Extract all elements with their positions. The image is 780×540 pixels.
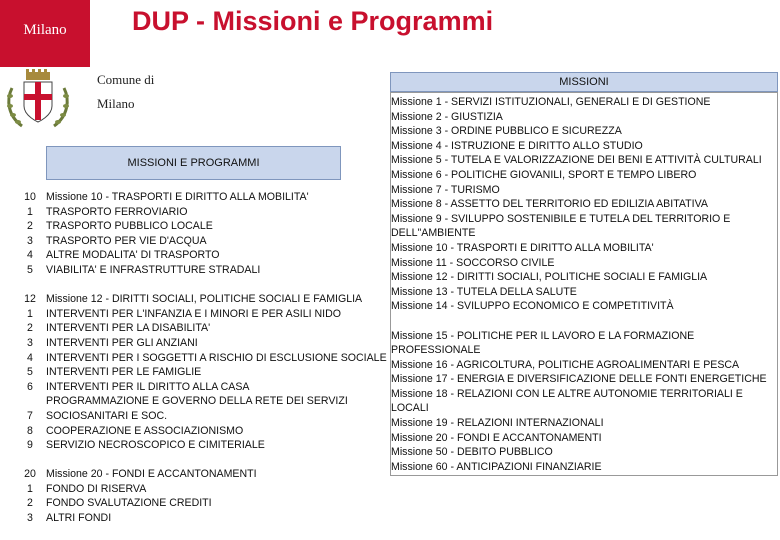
missioni-header: MISSIONI (390, 72, 778, 92)
code-cell: 12 (24, 293, 36, 306)
code-cell: 3 (27, 512, 33, 525)
code-cell: 2 (27, 220, 33, 233)
missioni-list (391, 95, 775, 474)
program-group-12 (46, 292, 386, 453)
program-row: COOPERAZIONE E ASSOCIAZIONISMO (46, 424, 244, 437)
missioni-programmi-header: MISSIONI E PROGRAMMI (46, 146, 341, 180)
code-cell (18, 394, 42, 409)
code-group-20 (18, 467, 42, 525)
mission-item: Missione 15 - POLITICHE PER IL LAVORO E LA FORMAZIONE PROFESSIONALE (391, 329, 695, 357)
comune-line-1: Comune di (97, 72, 155, 87)
code-cell: 6 (27, 380, 33, 393)
mission-item: Missione 2 - GIUSTIZIA (391, 110, 503, 123)
mission-item: Missione 50 - DEBITO PUBBLICO (391, 446, 553, 459)
mission-item: Missione 8 - ASSETTO DEL TERRITORIO ED EDILIZIA ABITATIVA (391, 198, 708, 211)
program-row: INTERVENTI PER GLI ANZIANI (46, 336, 198, 349)
program-row: INTERVENTI PER I SOGGETTI A RISCHIO DI ESCLUSIONE SOCIALE (46, 351, 387, 364)
program-row: TRASPORTO FERROVIARIO (46, 205, 188, 218)
program-descriptions-column (46, 190, 386, 526)
program-row: INTERVENTI PER LA DISABILITA' (46, 322, 211, 335)
mission-item: Missione 1 - SERVIZI ISTITUZIONALI, GENERALI E DI GESTIONE (391, 96, 711, 108)
code-cell: 4 (27, 249, 33, 262)
mission-item: Missione 60 - ANTICIPAZIONI FINANZIARIE (391, 460, 602, 473)
program-row: INTERVENTI PER IL DIRITTO ALLA CASA (46, 380, 250, 393)
mission-item: Missione 10 - TRASPORTI E DIRITTO ALLA MOBILITA' (391, 241, 654, 254)
page-title: DUP - Missioni e Programmi (132, 6, 494, 36)
program-row: SOCIOSANITARI E SOC. (46, 409, 168, 422)
missioni-group-2 (391, 329, 775, 475)
code-cell: 8 (27, 424, 33, 437)
code-cell: 1 (27, 205, 33, 218)
code-cell: 10 (24, 191, 36, 203)
mission-item: Missione 20 - FONDI E ACCANTONAMENTI (391, 431, 602, 444)
program-row: FONDO DI RISERVA (46, 482, 147, 495)
program-row: TRASPORTO PER VIE D'ACQUA (46, 234, 207, 247)
comune-line-2: Milano (97, 96, 135, 111)
program-group-10 (46, 190, 386, 278)
mission-item: Missione 14 - SVILUPPO ECONOMICO E COMPETITIVITÀ (391, 300, 674, 313)
mission-item: Missione 4 - ISTRUZIONE E DIRITTO ALLO STUDIO (391, 139, 643, 152)
mission-item: Missione 13 - TUTELA DELLA SALUTE (391, 285, 577, 298)
code-cell: 2 (27, 497, 33, 510)
program-group-20 (46, 467, 386, 525)
code-cell: 3 (27, 336, 33, 349)
program-row: PROGRAMMAZIONE E GOVERNO DELLA RETE DEI SERVIZI (46, 395, 348, 408)
program-row: FONDO SVALUTAZIONE CREDITI (46, 497, 212, 510)
program-row: INTERVENTI PER L'INFANZIA E I MINORI E PER ASILI NIDO (46, 307, 341, 320)
mission-item: Missione 19 - RELAZIONI INTERNAZIONALI (391, 417, 604, 430)
mission-title-row: Missione 20 - FONDI E ACCANTONAMENTI (46, 468, 257, 481)
program-row: ALTRE MODALITA' DI TRASPORTO (46, 249, 220, 262)
code-cell: 20 (24, 468, 36, 481)
mission-item: Missione 5 - TUTELA E VALORIZZAZIONE DEI BENI E ATTIVITÀ CULTURALI (391, 154, 762, 167)
code-cell: 2 (27, 322, 33, 335)
mission-item: Missione 7 - TURISMO (391, 183, 500, 196)
mission-title-row: Missione 12 - DIRITTI SOCIALI, POLITICHE SOCIALI E FAMIGLIA (46, 293, 363, 306)
code-cell: 5 (27, 263, 33, 276)
mission-item: Missione 3 - ORDINE PUBBLICO E SICUREZZA (391, 125, 622, 138)
code-cell: 4 (27, 351, 33, 364)
comune-label (97, 68, 154, 116)
program-row: SERVIZIO NECROSCOPICO E CIMITERIALE (46, 439, 265, 452)
code-cell: 7 (27, 409, 33, 422)
mission-item: Missione 18 - RELAZIONI CON LE ALTRE AUTONOMIE TERRITORIALI E LOCALI (391, 387, 743, 415)
code-cell: 9 (27, 439, 33, 452)
mission-item: Missione 16 - AGRICOLTURA, POLITICHE AGROALIMENTARI E PESCA (391, 358, 740, 371)
code-cell: 1 (27, 307, 33, 320)
mission-item: Missione 9 - SVILUPPO SOSTENIBILE E TUTELA DEL TERRITORIO E DELL"AMBIENTE (391, 212, 731, 240)
mission-item: Missione 12 - DIRITTI SOCIALI, POLITICHE SOCIALI E FAMIGLIA (391, 271, 708, 284)
code-cell: 5 (27, 366, 33, 379)
mission-item: Missione 11 - SOCCORSO CIVILE (391, 256, 555, 269)
mission-item: Missione 17 - ENERGIA E DIVERSIFICAZIONE DELLE FONTI ENERGETICHE (391, 373, 767, 386)
program-row: VIABILITA' E INFRASTRUTTURE STRADALI (46, 263, 261, 276)
mission-item: Missione 6 - POLITICHE GIOVANILI, SPORT E TEMPO LIBERO (391, 168, 697, 181)
code-cell: 1 (27, 482, 33, 495)
code-group-10 (18, 190, 42, 278)
program-row: TRASPORTO PUBBLICO LOCALE (46, 220, 213, 233)
program-row: INTERVENTI PER LE FAMIGLIE (46, 366, 202, 379)
coat-of-arms-icon (4, 68, 72, 130)
code-group-12 (18, 292, 42, 453)
code-cell: 3 (27, 234, 33, 247)
program-codes-column (18, 190, 42, 526)
mission-title-row: Missione 10 - TRASPORTI E DIRITTO ALLA MOBILITA' (46, 191, 309, 203)
program-row: ALTRI FONDI (46, 512, 112, 525)
city-logo-text: Milano (23, 22, 67, 38)
missioni-group-1 (391, 95, 775, 314)
